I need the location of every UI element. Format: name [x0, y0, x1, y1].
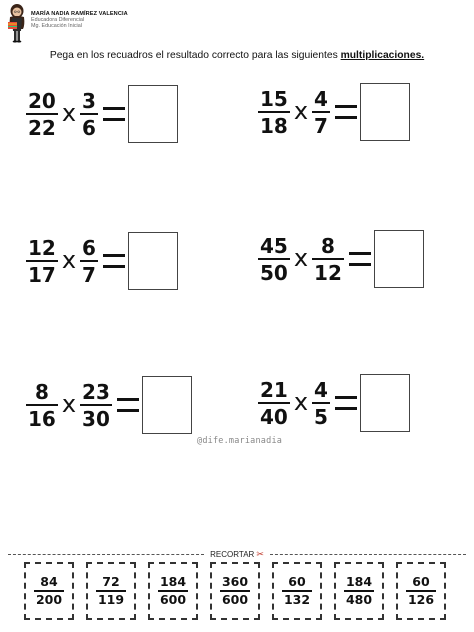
times-sign: x — [293, 97, 309, 125]
author-degree: Mg. Educación Inicial — [31, 23, 82, 30]
denominator: 16 — [28, 406, 56, 431]
times-sign: x — [61, 390, 77, 418]
fraction-b — [312, 86, 330, 138]
denominator: 480 — [345, 591, 373, 607]
author-title: Educadora Diferencial — [31, 17, 85, 24]
numerator: 3 — [82, 88, 96, 113]
instructions-keyword: multiplicaciones. — [340, 50, 425, 61]
numerator: 4 — [314, 86, 328, 111]
card-fraction — [344, 573, 374, 607]
answer-card[interactable] — [24, 562, 74, 620]
numerator: 60 — [288, 573, 306, 589]
answer-box[interactable] — [360, 374, 410, 432]
equals-sign — [117, 398, 139, 412]
fraction-b — [80, 235, 98, 287]
author-name: MARÍA NADIA RAMÍREZ VALENCIA — [31, 11, 128, 17]
fraction-b — [80, 88, 98, 140]
numerator: 184 — [159, 573, 187, 589]
answer-box[interactable] — [128, 85, 178, 143]
denominator: 22 — [28, 115, 56, 140]
equals-sign — [335, 396, 357, 410]
numerator: 23 — [82, 379, 110, 404]
card-fraction — [406, 573, 436, 607]
denominator: 600 — [159, 591, 187, 607]
answer-card[interactable] — [86, 562, 136, 620]
numerator: 8 — [34, 379, 49, 404]
equals-sign — [349, 252, 371, 266]
numerator: 72 — [102, 573, 120, 589]
problem-1 — [26, 84, 178, 144]
times-sign: x — [61, 246, 77, 274]
denominator: 126 — [407, 591, 435, 607]
dashed-divider — [270, 554, 466, 555]
denominator: 132 — [283, 591, 311, 607]
numerator: 15 — [260, 86, 288, 111]
cut-line — [8, 549, 466, 560]
instructions-text: Pega en los recuadros el resultado correcto para las siguientes — [49, 50, 341, 61]
equals-sign — [335, 105, 357, 119]
denominator: 600 — [221, 591, 249, 607]
card-fraction — [34, 573, 64, 607]
times-sign: x — [293, 244, 309, 272]
cut-label-text: RECORTAR — [210, 550, 255, 559]
dashed-divider — [8, 554, 204, 555]
denominator: 17 — [28, 262, 56, 287]
denominator: 6 — [82, 115, 96, 140]
card-fraction — [158, 573, 188, 607]
denominator: 18 — [260, 113, 288, 138]
numerator: 84 — [40, 573, 58, 589]
fraction-a — [258, 86, 290, 138]
answer-card[interactable] — [210, 562, 260, 620]
numerator: 6 — [82, 235, 96, 260]
numerator: 45 — [260, 233, 288, 258]
author-block — [31, 11, 128, 29]
numerator: 4 — [314, 377, 328, 402]
denominator: 119 — [97, 591, 125, 607]
answer-box[interactable] — [360, 83, 410, 141]
fraction-b — [80, 379, 112, 431]
problem-3 — [26, 231, 178, 291]
equals-sign — [103, 107, 125, 121]
numerator: 8 — [321, 233, 335, 258]
denominator: 50 — [260, 260, 288, 285]
times-sign: x — [61, 99, 77, 127]
answer-card[interactable] — [334, 562, 384, 620]
numerator: 12 — [28, 235, 56, 260]
denominator: 7 — [82, 262, 96, 287]
fraction-a — [258, 377, 290, 429]
times-sign: x — [293, 388, 309, 416]
cut-label — [210, 549, 264, 560]
answer-box[interactable] — [374, 230, 424, 288]
equals-sign — [103, 254, 125, 268]
denominator: 12 — [314, 260, 342, 285]
card-fraction — [96, 573, 126, 607]
fraction-a — [26, 235, 58, 287]
card-fraction — [282, 573, 312, 607]
denominator: 7 — [314, 113, 328, 138]
card-fraction — [220, 573, 250, 607]
numerator: 184 — [345, 573, 373, 589]
fraction-b — [312, 233, 344, 285]
fraction-a — [26, 379, 58, 431]
problem-6 — [258, 373, 410, 433]
scissors-icon: ✂ — [256, 549, 264, 559]
numerator: 20 — [28, 88, 56, 113]
answer-box[interactable] — [142, 376, 192, 434]
fraction-a — [26, 88, 58, 140]
teacher-avatar-icon — [5, 3, 29, 43]
denominator: 200 — [35, 591, 63, 607]
answer-card[interactable] — [396, 562, 446, 620]
denominator: 5 — [314, 404, 328, 429]
fraction-a — [258, 233, 290, 285]
problem-2 — [258, 82, 410, 142]
answer-box[interactable] — [128, 232, 178, 290]
denominator: 40 — [260, 404, 288, 429]
watermark: @dife.marianadia — [197, 436, 283, 446]
problem-5 — [26, 375, 192, 435]
numerator: 360 — [221, 573, 249, 589]
answer-card[interactable] — [272, 562, 322, 620]
numerator: 21 — [260, 377, 288, 402]
numerator: 60 — [412, 573, 430, 589]
denominator: 30 — [82, 406, 110, 431]
problem-4 — [258, 229, 424, 289]
fraction-b — [312, 377, 330, 429]
instructions — [0, 50, 474, 61]
answer-card[interactable] — [148, 562, 198, 620]
